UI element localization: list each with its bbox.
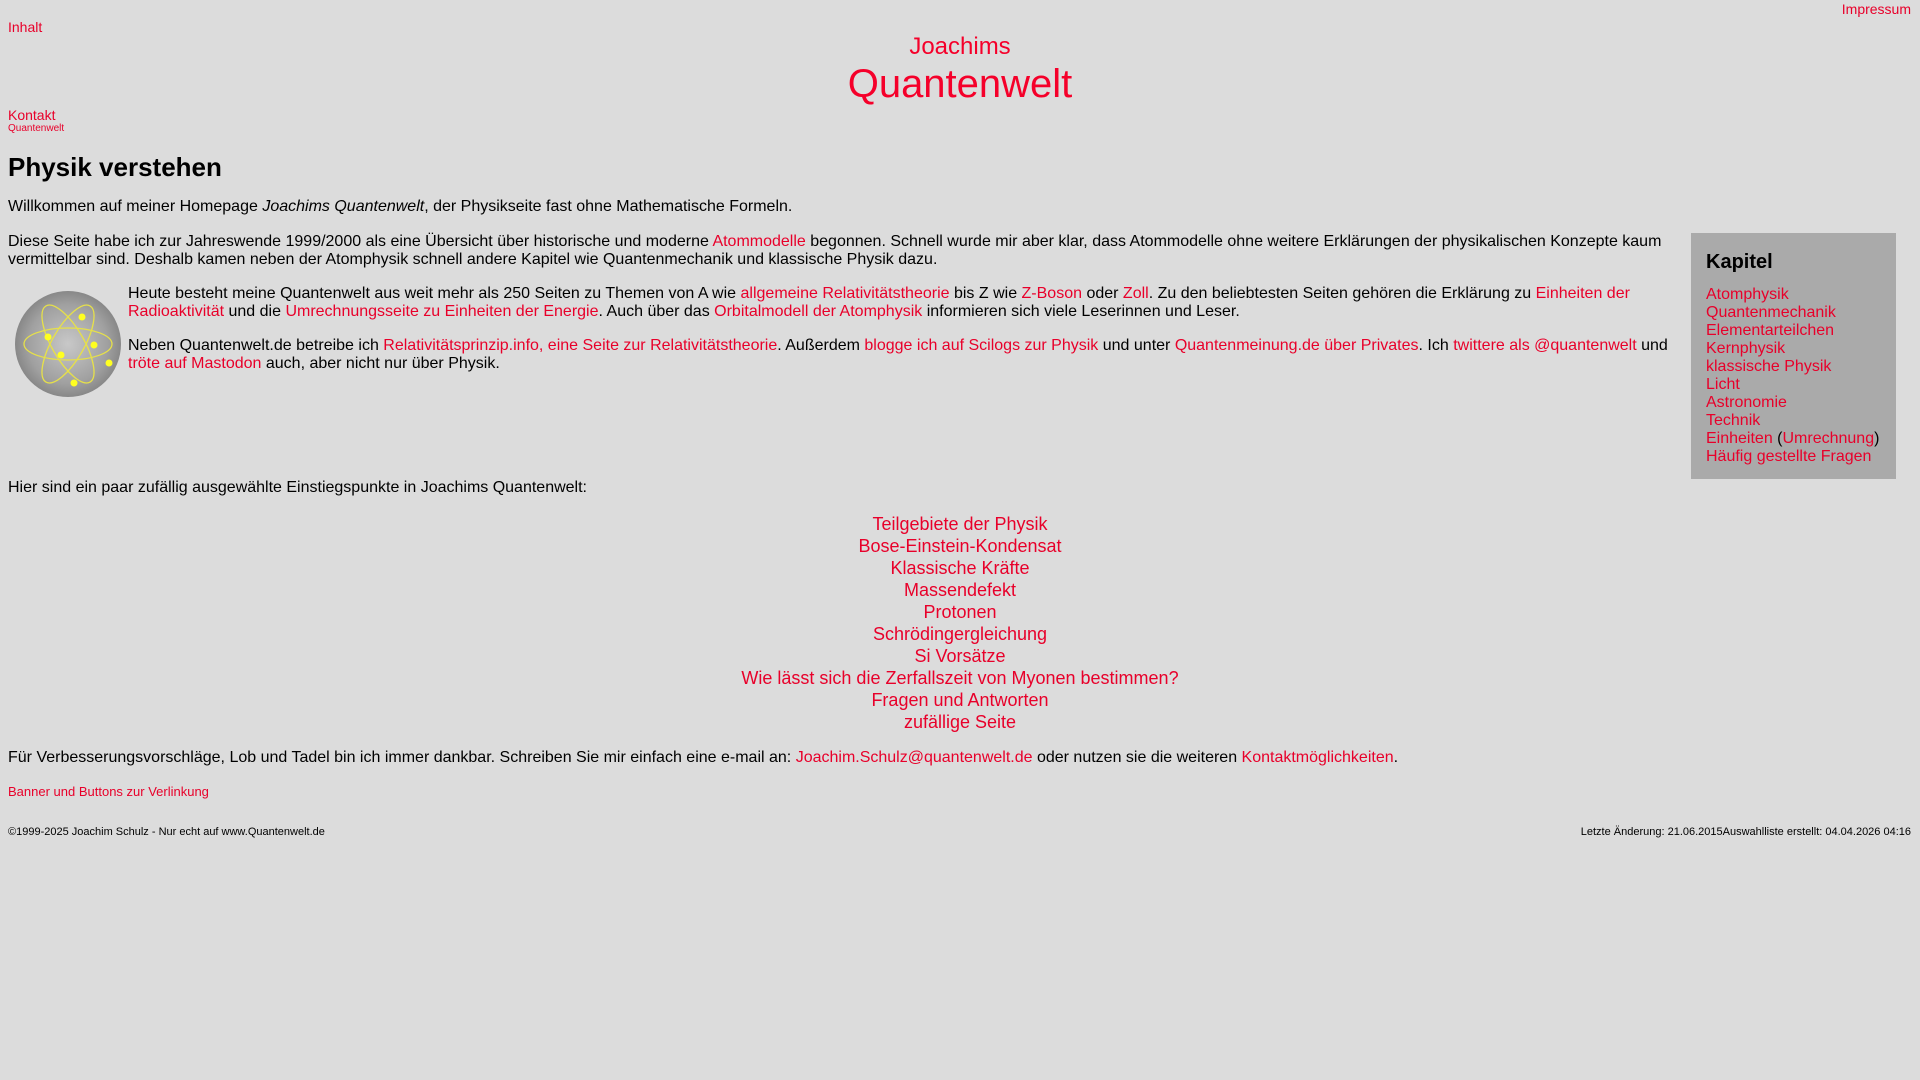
zoll-link[interactable]: Zoll [1122,285,1149,302]
chapter-umrechnung[interactable]: Umrechnung [1782,430,1875,447]
text: . Zu den beliebtesten Seiten gehören die Erklärung zu [1148,285,1536,302]
random-link[interactable]: Bose-Einstein-Kondensat [858,536,1062,556]
impressum-link[interactable]: Impressum [1841,1,1911,17]
kontakt-sub-link[interactable]: Quantenwelt [8,123,65,134]
random-link[interactable]: Fragen und Antworten [871,690,1049,710]
random-intro: Hier sind ein paar zufällig ausgewählte Einstiegspunkte in Joachims Quantenwelt: [8,479,587,496]
chapter-sidebar [1691,233,1896,479]
text: bis Z wie [949,285,1022,302]
banner-buttons-link[interactable]: Banner und Buttons zur Verlinkung [8,784,209,799]
text: begonnen. Schnell wurde mir aber klar, dass Atommodelle ohne weitere Erklärungen der physikalischen Konzepte kaum vermittelbar sind. Deshalb kamen neben der Atomphysik schnell andere Kapitel wie Quantenmechanik und klassische Physik dazu. [8,233,1662,268]
random-entry-list [0,513,1920,733]
chapter-einheiten[interactable]: Einheiten [1706,430,1773,447]
text: und [1636,337,1668,354]
atom-logo-icon [12,288,124,400]
today-paragraph [128,285,1678,321]
text: Diese Seite habe ich zur Jahreswende 1999/2000 als eine Übersicht über historische und moderne [8,233,713,250]
text: und unter [1098,337,1175,354]
random-link[interactable]: Klassische Kräfte [890,558,1030,578]
text: Neben Quantenwelt.de betreibe ich [128,337,384,354]
random-link[interactable]: Schrödingergleichung [872,624,1048,644]
list-created: Auswahlliste erstellt: 04.04.2026 04:16 [1722,826,1911,838]
scilogs-link[interactable]: blogge ich auf Scilogs zur Physik [864,337,1099,354]
kontakt-link[interactable]: Kontakt [8,107,56,123]
text: oder [1082,285,1123,302]
text: und die [224,303,286,320]
text: . [1393,749,1399,766]
chapter-list: Atomphysik Quantenmechanik Elementarteilchen Kernphysik klassische Physik Licht Astronomie Technik Einheiten (Umrechnung) Häufig gestellte Fragen [1706,286,1880,465]
text: Willkommen auf meiner Homepage [8,198,263,215]
email-link[interactable]: Joachim.Schulz@quantenwelt.de [795,749,1033,766]
site-title-big: Quantenwelt [847,62,1073,106]
chapter-sidebar-title: Kapitel [1706,251,1773,273]
chapter-klassische-physik[interactable]: klassische Physik [1706,358,1832,375]
inhalt-link[interactable]: Inhalt [8,19,43,35]
quantenmeinung-link[interactable]: Quantenmeinung.de über Privates [1174,337,1419,354]
text: auch, aber nicht nur über Physik. [261,355,500,372]
relativitaetsprinzip-link[interactable]: Relativitätsprinzip.info, eine Seite zur Relativitätstheorie [383,337,778,354]
history-paragraph [8,233,1678,269]
random-link[interactable]: Massendefekt [903,580,1017,600]
chapter-technik[interactable]: Technik [1706,412,1761,429]
chapter-astronomie[interactable]: Astronomie [1706,394,1787,411]
chapter-quantenmechanik[interactable]: Quantenmechanik [1706,304,1836,321]
random-link[interactable]: Teilgebiete der Physik [872,514,1048,534]
text: Für Verbesserungsvorschläge, Lob und Tadel bin ich immer dankbar. Schreiben Sie mir einfach eine e-mail an: [8,749,796,766]
chapter-elementarteilchen[interactable]: Elementarteilchen [1706,322,1835,339]
text: . Ich [1418,337,1454,354]
site-name-emphasis: Joachims Quantenwelt [262,198,425,215]
text: , der Physikseite fast ohne Mathematische Formeln. [424,198,793,215]
contact-options-link[interactable]: Kontaktmöglichkeiten [1241,749,1394,766]
site-title-small: Joachims [909,33,1011,60]
text: . Außerdem [777,337,865,354]
chapter-licht[interactable]: Licht [1706,376,1740,393]
chapter-kernphysik[interactable]: Kernphysik [1706,340,1786,357]
umrechnung-energie-link[interactable]: Umrechnungsseite zu Einheiten der Energie [285,303,599,320]
other-sites-paragraph [128,337,1678,373]
random-link[interactable]: Si Vorsätze [914,646,1006,666]
page-title: Physik verstehen [8,152,222,182]
relativitaetstheorie-link[interactable]: allgemeine Relativitätstheorie [740,285,950,302]
chapter-faq[interactable]: Häufig gestellte Fragen [1706,448,1872,465]
random-link[interactable]: Protonen [923,602,997,622]
page-meta [1581,823,1911,841]
copyright: ©1999-2025 Joachim Schulz - Nur echt auf www.Quantenwelt.de [8,826,325,838]
twitter-link[interactable]: twittere als @quantenwelt [1453,337,1637,354]
chapter-atomphysik[interactable]: Atomphysik [1706,286,1789,303]
mastodon-link[interactable]: tröte auf Mastodon [128,355,262,372]
z-boson-link[interactable]: Z-Boson [1021,285,1082,302]
atommodelle-link[interactable]: Atommodelle [712,233,806,250]
text: informieren sich viele Leserinnen und Leser. [922,303,1240,320]
feedback-paragraph [8,749,1398,767]
radioaktivitaet-link[interactable]: Einheiten der Radioaktivität [128,285,1630,320]
orbitalmodell-link[interactable]: Orbitalmodell der Atomphysik [714,303,923,320]
text: Heute besteht meine Quantenwelt aus weit mehr als 250 Seiten zu Themen von A wie [128,285,741,302]
random-link[interactable]: Wie lässt sich die Zerfallszeit von Myonen bestimmen? [741,668,1179,688]
random-page-link[interactable]: zufällige Seite [903,712,1017,732]
text: oder nutzen sie die weiteren [1032,749,1242,766]
site-title [0,32,1920,106]
welcome-paragraph [8,198,792,216]
text: . Auch über das [598,303,715,320]
last-change: Letzte Änderung: 21.06.2015 [1580,826,1723,838]
